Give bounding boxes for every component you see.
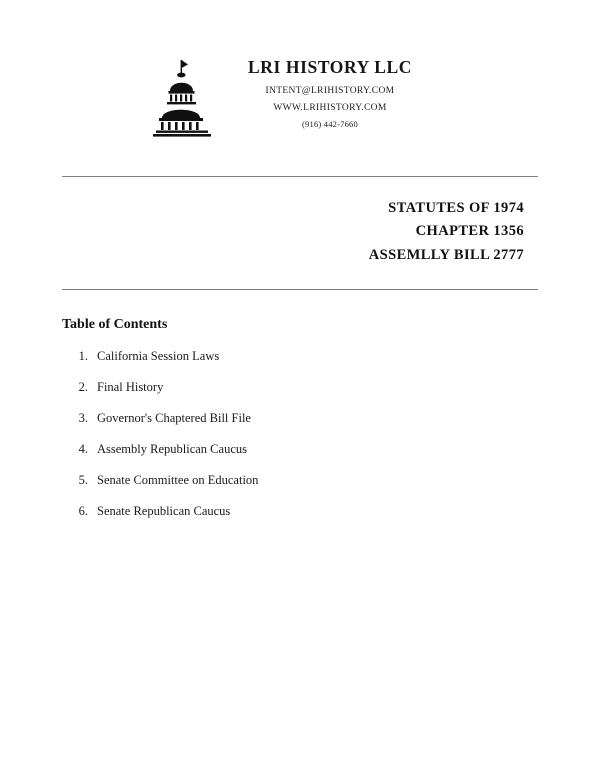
chapter-number: CHAPTER 1356 <box>415 223 524 240</box>
toc-item-label: Final History <box>97 380 164 395</box>
toc-item-number: 5. <box>78 473 88 488</box>
list-item[interactable] <box>62 504 600 519</box>
toc-item-number: 4. <box>78 442 88 457</box>
table-of-contents <box>0 290 600 519</box>
list-item[interactable] <box>62 411 600 426</box>
list-item[interactable] <box>62 349 600 364</box>
toc-item-number: 1. <box>78 349 88 364</box>
email-text: INTENT@LRIHISTORY.COM <box>265 86 395 97</box>
toc-item-label: Senate Republican Caucus <box>97 504 231 519</box>
toc-item-label: California Session Laws <box>97 349 220 364</box>
bill-number: ASSEMLLY BILL 2777 <box>368 246 524 263</box>
toc-item-number: 2. <box>78 380 88 395</box>
toc-heading: Table of Contents <box>62 317 168 333</box>
statutes-year: STATUTES OF 1974 <box>388 200 524 216</box>
title-block <box>0 177 600 267</box>
toc-item-number: 3. <box>78 411 88 426</box>
website-text: WWW.LRIHISTORY.COM <box>273 102 387 113</box>
toc-item-label: Senate Committee on Education <box>97 473 259 488</box>
phone-text: (916) 442-7660 <box>302 119 358 130</box>
list-item[interactable] <box>62 473 600 488</box>
masthead <box>0 58 600 129</box>
letterhead <box>0 0 600 150</box>
list-item[interactable] <box>62 380 600 395</box>
toc-item-label: Governor's Chaptered Bill File <box>97 411 251 426</box>
list-item[interactable] <box>62 442 600 457</box>
company-name: LRI HISTORY LLC <box>248 57 412 77</box>
toc-list <box>62 349 600 519</box>
toc-item-label: Assembly Republican Caucus <box>97 442 247 457</box>
capitol-dome-icon <box>148 58 218 138</box>
toc-item-number: 6. <box>78 504 88 519</box>
